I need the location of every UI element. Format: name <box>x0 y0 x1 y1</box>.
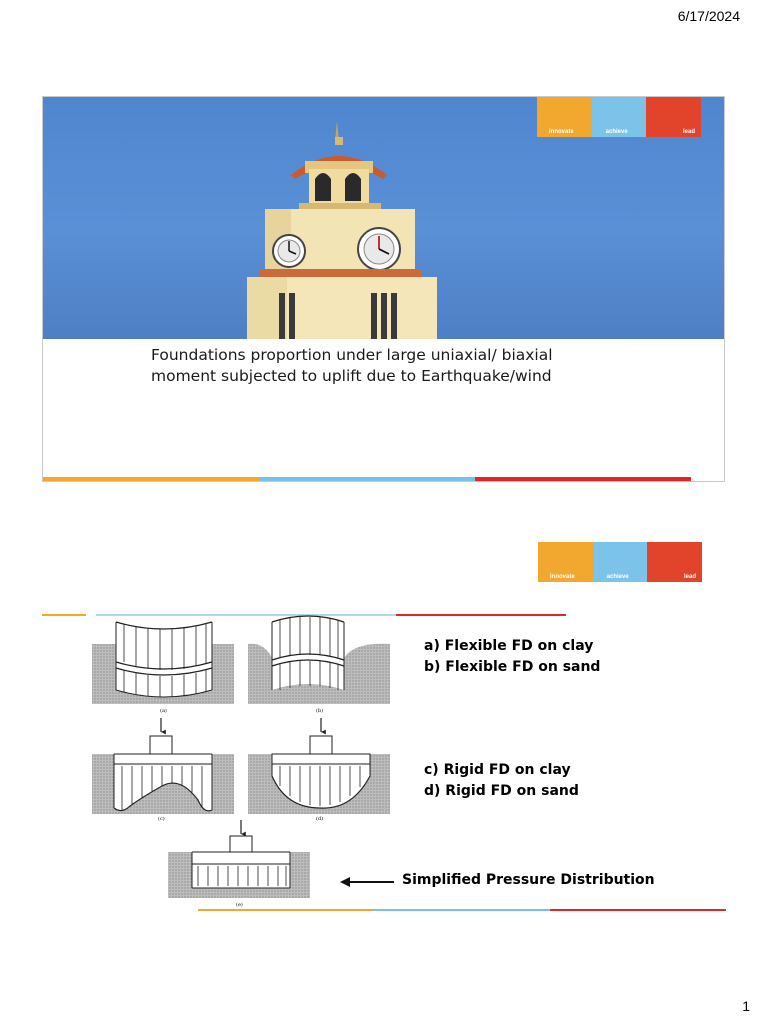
logo-word-lead: lead <box>684 574 697 580</box>
simplified-pressure-label: Simplified Pressure Distribution <box>402 872 655 888</box>
caption-c: (c) <box>158 816 165 822</box>
diagram-b <box>248 616 390 714</box>
pressure-distribution-figure <box>88 614 404 910</box>
slide-title-line-1: Foundations proportion under large uniaxial/ biaxial <box>151 346 553 364</box>
diagram-c <box>92 718 234 822</box>
caption-d: (d) <box>316 816 324 822</box>
slide-1-footer-bar <box>43 477 691 481</box>
brand-logo-slide-2 <box>538 542 702 582</box>
label-rigid-clay: c) Rigid FD on clay <box>424 762 571 778</box>
logo-word-achieve: achieve <box>605 129 628 135</box>
slide-title-line-2: moment subjected to uplift due to Earthquake/wind <box>151 367 552 385</box>
diagram-a <box>92 622 234 714</box>
print-date: 6/17/2024 <box>677 8 740 24</box>
caption-a: (a) <box>160 708 167 714</box>
slide-title <box>151 345 671 387</box>
logo-word-innovate: innovate <box>550 574 575 580</box>
caption-b: (b) <box>316 708 324 714</box>
logo-word-achieve: achieve <box>606 574 629 580</box>
slide-1 <box>42 96 725 482</box>
label-rigid-sand: d) Rigid FD on sand <box>424 783 579 799</box>
left-arrow-icon <box>340 876 396 888</box>
diagram-e <box>168 820 310 908</box>
clock-tower-banner <box>43 97 724 339</box>
diagram-d <box>248 718 390 822</box>
caption-e: (e) <box>236 902 243 908</box>
slide-2-bottom-rule <box>198 909 726 911</box>
label-flexible-clay: a) Flexible FD on clay <box>424 638 594 654</box>
logo-word-lead: lead <box>683 129 696 135</box>
page-number: 1 <box>742 998 750 1014</box>
rigid-labels <box>424 760 579 802</box>
logo-word-innovate: innovate <box>549 129 574 135</box>
brand-logo <box>537 97 701 137</box>
label-flexible-sand: b) Flexible FD on sand <box>424 659 601 675</box>
flexible-labels <box>424 636 600 678</box>
